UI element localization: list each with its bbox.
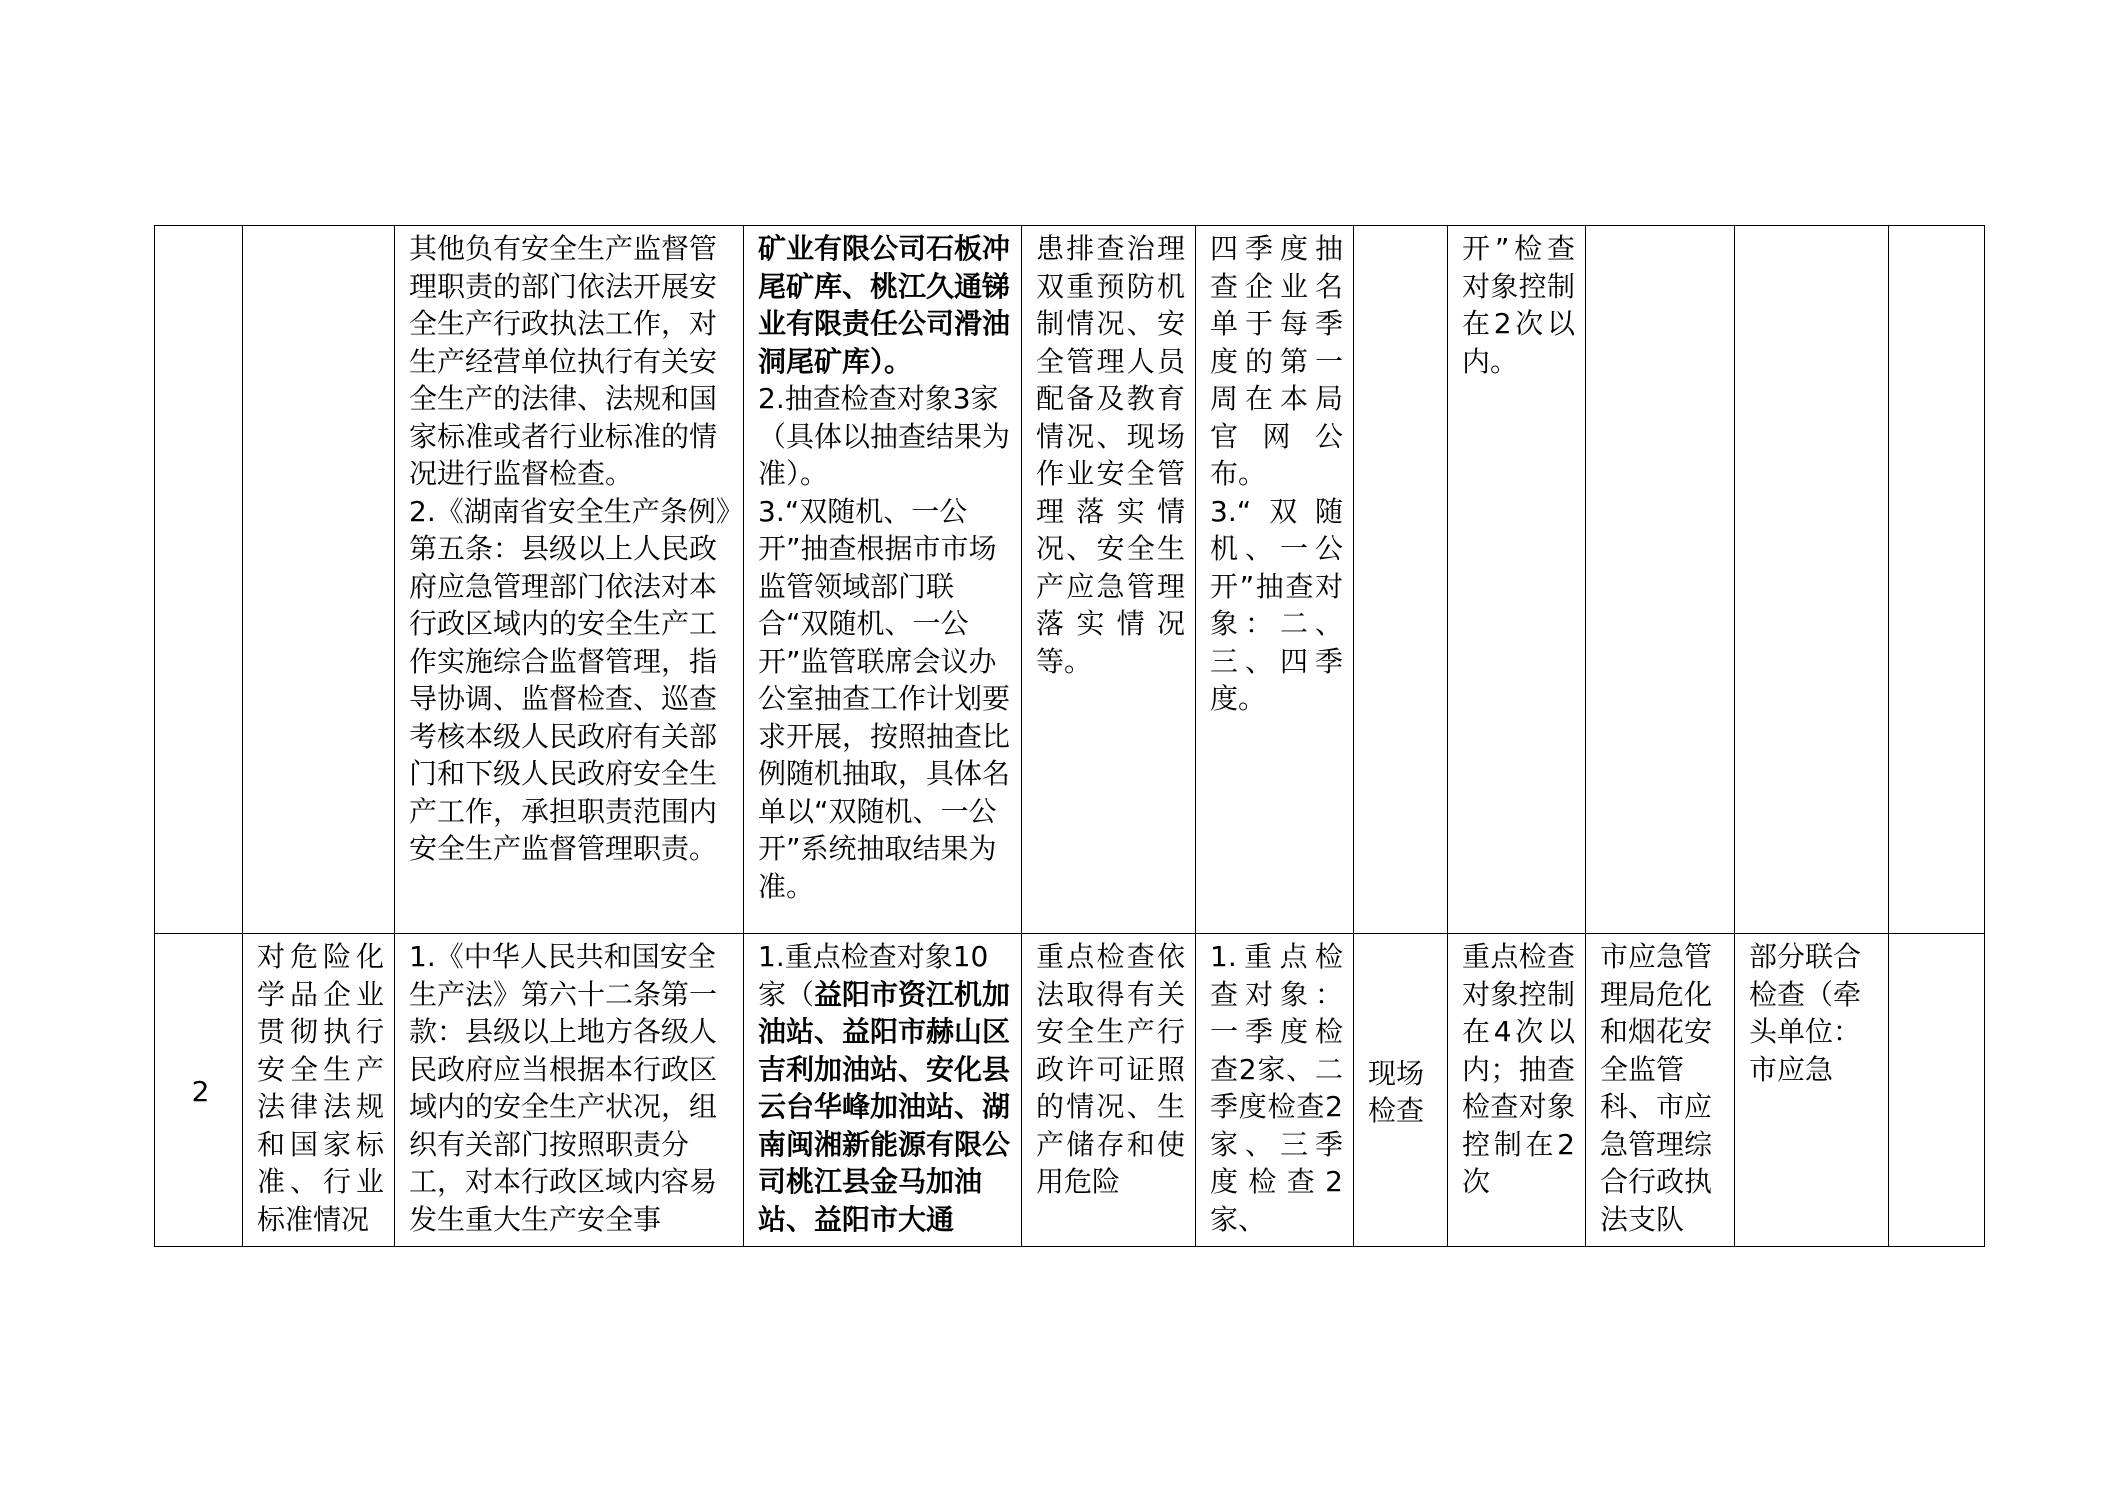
- remark-cell: [1889, 934, 1985, 1247]
- table-row: [155, 226, 1985, 934]
- joint-cell: 部分联合检查（牵头单位：市应急: [1735, 934, 1889, 1247]
- number-cell: [155, 226, 243, 934]
- department-cell: 市应急管理局危化和烟花安全监管科、市应急管理综合行政执法支队: [1586, 934, 1735, 1247]
- schedule-cell: 1.重点检查对象：一季度检查2家、二季度检查2家、三季度检查2家、: [1196, 934, 1354, 1247]
- method-cell: 现场检查: [1354, 934, 1448, 1247]
- inspection-plan-table: [154, 225, 1985, 1247]
- content-cell: 患排查治理双重预防机制情况、安全管理人员配备及教育情况、现场作业安全管理落实情况、安全生产应急管理落实情况等。: [1022, 226, 1196, 934]
- legal-basis-cell: 1.《中华人民共和国安全生产法》第六十二条第一款：县级以上地方各级人民政府应当根据本行政区域内的安全生产状况，组织有关部门按照职责分工，对本行政区域内容易发生重大生产安全事: [395, 934, 744, 1247]
- department-cell: [1586, 226, 1735, 934]
- item-cell: [243, 226, 395, 934]
- objects-bold-text: 益阳市资江机加油站、益阳市赫山区吉利加油站、安化县云台华峰加油站、湖南闽湘新能源有限公司桃江县金马加油站、益阳市大通: [758, 977, 1011, 1236]
- item-cell: 对危险化学品企业贯彻执行安全生产法律法规和国家标准、行业标准情况: [243, 934, 395, 1247]
- objects-cell: [744, 934, 1022, 1247]
- legal-basis-cell: 其他负有安全生产监督管理职责的部门依法开展安全生产行政执法工作，对生产经营单位执行有关安全生产的法律、法规和国家标准或者行业标准的情况进行监督检查。 2.《湖南省安全生产条例》第五条：县级以上人民政府应急管理部门依法对本行政区域内的安全生产工作实施综合监督管理，指导协调、监督检查、巡查考核本级人民政府有关部门和下级人民政府安全生产工作，承担职责范围内安全生产监督管理职责。: [395, 226, 744, 934]
- content-cell: 重点检查依法取得有关安全生产行政许可证照的情况、生产储存和使用危险: [1022, 934, 1196, 1247]
- objects-text: 1.重点检查对象10家（: [758, 940, 989, 1011]
- table-row: [155, 934, 1985, 1247]
- objects-text: 2.抽查检查对象3家（具体以抽查结果为准）。 3.“双随机、一公开”抽查根据市市场监管领域部门联合“双随机、一公开”监管联席会议办公室抽查工作计划要求开展，按照抽查比例随机抽取，具体名单以“双随机、一公开”系统抽取结果为准。: [758, 382, 1011, 903]
- joint-cell: [1735, 226, 1889, 934]
- frequency-cell: 重点检查对象控制在4次以内；抽查检查对象控制在2次: [1448, 934, 1586, 1247]
- objects-cell: [744, 226, 1022, 934]
- objects-bold-text: 矿业有限公司石板冲尾矿库、桃江久通锑业有限责任公司滑油洞尾矿库）。: [758, 232, 1011, 378]
- method-cell: [1354, 226, 1448, 934]
- schedule-cell: 四季度抽查企业名单于每季度的第一周在本局官网公布。 3.“双随机、一公开”抽查对象：二、三、四季度。: [1196, 226, 1354, 934]
- number-cell: 2: [155, 934, 243, 1247]
- frequency-cell: 开”检查对象控制在2次以内。: [1448, 226, 1586, 934]
- remark-cell: [1889, 226, 1985, 934]
